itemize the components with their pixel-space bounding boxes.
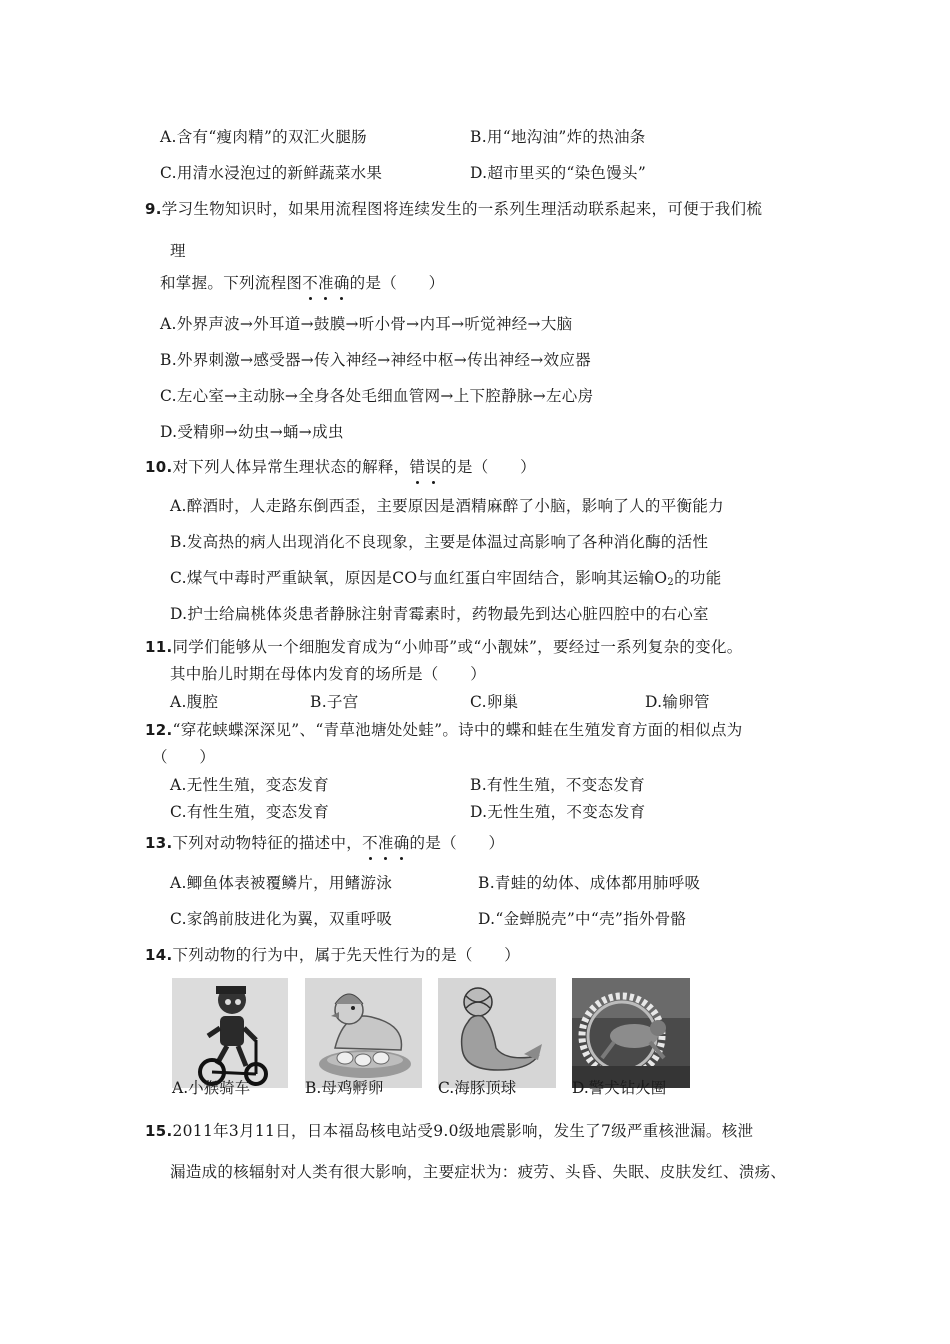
q14-caption-d: D.警犬钻火圈 bbox=[572, 1079, 667, 1097]
q10-option-d: D.护士给扁桃体炎患者静脉注射青霉素时，药物最先到达心脏四腔中的右心室 bbox=[170, 605, 709, 623]
q12-option-b: B.有性生殖，不变态发育 bbox=[470, 776, 645, 794]
q11-option-d: D.输卵管 bbox=[645, 693, 710, 711]
dog-jumping-fire-ring-image bbox=[572, 978, 690, 1088]
q10-emphasis-char: 错 bbox=[409, 458, 426, 476]
q13-option-a: A.鲫鱼体表被覆鳞片，用鳍游泳 bbox=[170, 874, 393, 892]
q10-stem-post: 的是（ ） bbox=[441, 458, 536, 476]
q10-stem-pre: 对下列人体异常生理状态的解释， bbox=[172, 458, 410, 476]
q10-emphasis-char: 误 bbox=[425, 458, 442, 476]
q9-stem-text1: 学习生物知识时，如果用流程图将连续发生的一系列生理活动联系起来，可便于我们梳 bbox=[161, 200, 763, 218]
q9-stem-pre: 和掌握。下列流程图 bbox=[160, 274, 303, 292]
q11-stem-line2: 其中胎儿时期在母体内发育的场所是（ ） bbox=[170, 665, 487, 683]
q12-stem-line1 bbox=[145, 719, 743, 741]
q8-option-d: D.超市里买的“染色馒头” bbox=[470, 164, 647, 182]
q9-stem-line3 bbox=[160, 272, 444, 294]
q11-number: 11. bbox=[145, 638, 173, 656]
q13-option-c: C.家鸽前肢进化为翼，双重呼吸 bbox=[170, 910, 393, 928]
hen-hatching-eggs-image bbox=[305, 978, 422, 1088]
q14-caption-a: A.小猴骑车 bbox=[172, 1079, 251, 1097]
q13-option-b: B.青蛙的幼体、成体都用肺呼吸 bbox=[478, 874, 701, 892]
q9-stem-line1 bbox=[145, 198, 762, 220]
q15-stem-line2: 漏造成的核辐射对人类有很大影响，主要症状为：疲劳、头昏、失眠、皮肤发红、溃疡、 bbox=[170, 1163, 787, 1181]
q13-emphasis-char: 不 bbox=[362, 834, 378, 852]
q9-stem-line2: 理 bbox=[170, 242, 186, 260]
q12-option-c: C.有性生殖，变态发育 bbox=[170, 803, 330, 821]
q9-option-a: A.外界声波→外耳道→鼓膜→听小骨→内耳→听觉神经→大脑 bbox=[160, 315, 573, 333]
dolphin-balancing-ball-image bbox=[438, 978, 556, 1088]
q13-option-d: D.“金蝉脱壳”中“壳”指外骨骼 bbox=[478, 910, 687, 928]
q9-option-c: C.左心室→主动脉→全身各处毛细血管网→上下腔静脉→左心房 bbox=[160, 387, 594, 405]
q9-stem-post: 的是（ ） bbox=[349, 274, 445, 292]
q12-stem-line2: （ ） bbox=[152, 748, 216, 766]
q14-caption-b: B.母鸡孵卵 bbox=[305, 1079, 384, 1097]
q8-option-c: C.用清水浸泡过的新鲜蔬菜水果 bbox=[160, 164, 383, 182]
q9-number: 9. bbox=[145, 200, 162, 218]
q14-caption-c: C.海豚顶球 bbox=[438, 1079, 517, 1097]
q11-stem-line1 bbox=[145, 636, 743, 658]
q15-stem-text1: 2011年3月11日，日本福岛核电站受9.0级地震影响，发生了7级严重核泄漏。核泄 bbox=[172, 1122, 754, 1140]
q9-emphasis-char: 准 bbox=[318, 274, 334, 292]
q9-option-b: B.外界刺激→感受器→传入神经→神经中枢→传出神经→效应器 bbox=[160, 351, 591, 369]
q14-number: 14. bbox=[145, 946, 173, 964]
q13-stem bbox=[145, 832, 504, 854]
q12-number: 12. bbox=[145, 721, 173, 739]
q15-stem-line1 bbox=[145, 1120, 753, 1142]
q12-option-d: D.无性生殖，不变态发育 bbox=[470, 803, 646, 821]
q11-option-a: A.腹腔 bbox=[170, 693, 219, 711]
q8-option-b: B.用“地沟油”炸的热油条 bbox=[470, 128, 646, 146]
q10-option-c-tail: 的功能 bbox=[674, 569, 722, 587]
q14-stem-text: 下列动物的行为中，属于先天性行为的是（ ） bbox=[172, 946, 521, 964]
q13-stem-post: 的是（ ） bbox=[409, 834, 505, 852]
q10-stem bbox=[145, 456, 536, 478]
q10-option-b: B.发高热的病人出现消化不良现象，主要是体温过高影响了各种消化酶的活性 bbox=[170, 533, 709, 551]
q10-option-c bbox=[170, 567, 722, 594]
q10-option-c-subscript: 2 bbox=[667, 577, 675, 588]
q12-option-a: A.无性生殖，变态发育 bbox=[170, 776, 329, 794]
q13-emphasis-char: 准 bbox=[377, 834, 394, 852]
monkey-riding-bike-image bbox=[172, 978, 288, 1088]
q9-option-d: D.受精卵→幼虫→蛹→成虫 bbox=[160, 423, 344, 441]
q9-emphasis-char: 不 bbox=[302, 274, 319, 292]
q13-emphasis-char: 确 bbox=[393, 834, 410, 852]
q11-option-b: B.子宫 bbox=[310, 693, 359, 711]
q10-option-a: A.醉酒时，人走路东倒西歪，主要原因是酒精麻醉了小脑，影响了人的平衡能力 bbox=[170, 497, 724, 515]
q13-number: 13. bbox=[145, 834, 173, 852]
q11-option-c: C.卵巢 bbox=[470, 693, 519, 711]
q14-stem bbox=[145, 944, 520, 966]
q11-stem-text1: 同学们能够从一个细胞发育成为“小帅哥”或“小靓妹”，要经过一系列复杂的变化。 bbox=[172, 638, 743, 656]
q15-number: 15. bbox=[145, 1122, 173, 1140]
q10-number: 10. bbox=[145, 458, 173, 476]
q13-stem-pre: 下列对动物特征的描述中， bbox=[172, 834, 363, 852]
q12-stem-text1: “穿花蛱蝶深深见”、“青草池塘处处蛙”。诗中的蝶和蛙在生殖发育方面的相似点为 bbox=[172, 721, 743, 739]
q10-option-c-text: C.煤气中毒时严重缺氧，原因是CO与血红蛋白牢固结合，影响其运输O bbox=[170, 569, 668, 587]
q8-option-a: A.含有“瘦肉精”的双汇火腿肠 bbox=[160, 128, 367, 146]
q9-emphasis-char: 确 bbox=[333, 274, 350, 292]
